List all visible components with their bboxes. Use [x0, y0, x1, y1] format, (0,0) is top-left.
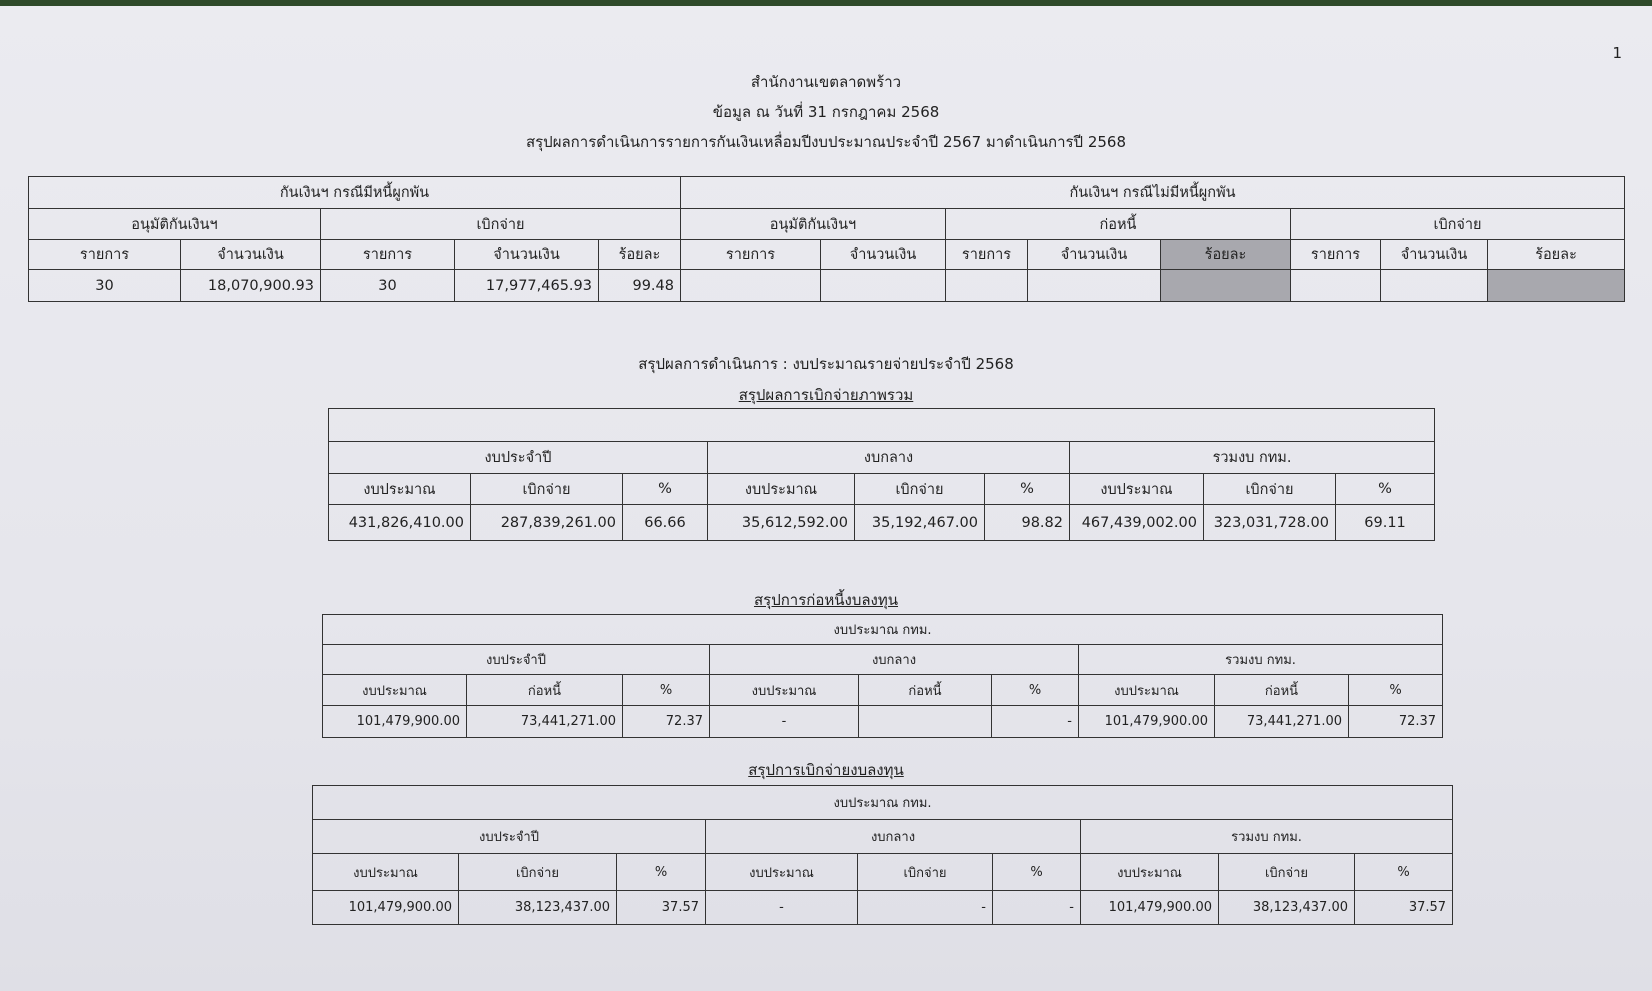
total-percent-value: 69.11 [1336, 505, 1435, 541]
total-disburse-value: 323,031,728.00 [1204, 505, 1336, 541]
annual-percent-value: 66.66 [623, 505, 708, 541]
annual-percent-value: 37.57 [617, 891, 706, 925]
group-with-debt-header: กันเงินฯ กรณีมีหนี้ผูกพัน [29, 177, 681, 209]
central-disburse-value: - [858, 891, 993, 925]
invest-debt-top-header: งบประมาณ กทม. [323, 615, 1443, 645]
col-disburse: เบิกจ่าย [855, 474, 985, 505]
investment-disbursement-table [312, 785, 1453, 925]
header-report-title: สรุปผลการดำเนินการรายการกันเงินเหลื่อมปีงบประมาณประจำปี 2567 มาดำเนินการปี 2568 [525, 133, 1127, 151]
central-percent-value: - [993, 891, 1081, 925]
col-budget: งบประมาณ [710, 675, 859, 706]
col-budget: งบประมาณ [313, 854, 459, 891]
annual-percent-value: 72.37 [623, 706, 710, 738]
col-amount: จำนวนเงิน [1028, 240, 1161, 270]
group-total: รวมงบ กทม. [1070, 442, 1435, 474]
col-percent: % [617, 854, 706, 891]
col-disburse: เบิกจ่าย [1219, 854, 1355, 891]
col-disburse: เบิกจ่าย [858, 854, 993, 891]
group-annual: งบประจำปี [313, 820, 706, 854]
col-debt: ก่อหนี้ [1215, 675, 1349, 706]
central-percent-value: - [992, 706, 1079, 738]
empty-cell [1291, 270, 1381, 302]
col-percent: % [985, 474, 1070, 505]
empty-cell [1028, 270, 1161, 302]
document-page [0, 6, 1652, 991]
central-budget-value: - [706, 891, 858, 925]
without-debt-disburse-header: เบิกจ่าย [1291, 209, 1625, 240]
total-budget-value: 101,479,900.00 [1079, 706, 1215, 738]
col-amount: จำนวนเงิน [181, 240, 321, 270]
with-debt-disburse-header: เบิกจ่าย [321, 209, 681, 240]
empty-cell [681, 270, 821, 302]
page-number: 1 [1612, 44, 1622, 62]
col-percent: % [623, 675, 710, 706]
central-percent-value: 98.82 [985, 505, 1070, 541]
group-without-debt-header: กันเงินฯ กรณีไม่มีหนี้ผูกพัน [681, 177, 1625, 209]
col-percent: % [623, 474, 708, 505]
total-disburse-value: 38,123,437.00 [1219, 891, 1355, 925]
col-amount: จำนวนเงิน [455, 240, 599, 270]
col-disburse: เบิกจ่าย [471, 474, 623, 505]
col-percent: % [1336, 474, 1435, 505]
invest-disburse-top-header: งบประมาณ กทม. [313, 786, 1453, 820]
col-budget: งบประมาณ [1070, 474, 1204, 505]
group-total: รวมงบ กทม. [1081, 820, 1453, 854]
empty-shaded-cell [1488, 270, 1625, 302]
total-percent-value: 37.57 [1355, 891, 1453, 925]
col-budget: งบประมาณ [706, 854, 858, 891]
col-budget: งบประมาณ [323, 675, 467, 706]
annual-disburse-value: 38,123,437.00 [459, 891, 617, 925]
central-budget-value: - [710, 706, 859, 738]
annual-debt-value: 73,441,271.00 [467, 706, 623, 738]
approve-amount-value: 18,070,900.93 [181, 270, 321, 302]
col-amount: จำนวนเงิน [1381, 240, 1488, 270]
without-debt-approve-header: อนุมัติกันเงินฯ [681, 209, 946, 240]
col-percent: % [1355, 854, 1453, 891]
col-items: รายการ [946, 240, 1028, 270]
overall-disbursement-table [328, 408, 1435, 541]
central-disburse-value: 35,192,467.00 [855, 505, 985, 541]
approve-items-value: 30 [29, 270, 181, 302]
col-percent: % [992, 675, 1079, 706]
overall-blank-header [329, 409, 1435, 442]
without-debt-debt-header: ก่อหนี้ [946, 209, 1291, 240]
reserve-funds-table [28, 176, 1625, 302]
total-percent-value: 72.37 [1349, 706, 1443, 738]
empty-shaded-cell [1161, 270, 1291, 302]
group-central: งบกลาง [708, 442, 1070, 474]
col-budget: งบประมาณ [708, 474, 855, 505]
invest-debt-title: สรุปการก่อหนี้งบลงทุน [753, 591, 899, 609]
group-annual: งบประจำปี [323, 645, 710, 675]
col-percent: ร้อยละ [1161, 240, 1291, 270]
disburse-items-value: 30 [321, 270, 455, 302]
col-budget: งบประมาณ [1081, 854, 1219, 891]
empty-cell [946, 270, 1028, 302]
annual-budget-value: 101,479,900.00 [323, 706, 467, 738]
total-debt-value: 73,441,271.00 [1215, 706, 1349, 738]
col-items: รายการ [681, 240, 821, 270]
group-total: รวมงบ กทม. [1079, 645, 1443, 675]
central-budget-value: 35,612,592.00 [708, 505, 855, 541]
annual-budget-value: 101,479,900.00 [313, 891, 459, 925]
disburse-amount-value: 17,977,465.93 [455, 270, 599, 302]
annual-disburse-value: 287,839,261.00 [471, 505, 623, 541]
overall-title: สรุปผลการเบิกจ่ายภาพรวม [738, 386, 914, 404]
col-amount: จำนวนเงิน [821, 240, 946, 270]
empty-cell [821, 270, 946, 302]
group-annual: งบประจำปี [329, 442, 708, 474]
col-percent: % [993, 854, 1081, 891]
col-items: รายการ [29, 240, 181, 270]
with-debt-approve-header: อนุมัติกันเงินฯ [29, 209, 321, 240]
empty-cell [1381, 270, 1488, 302]
total-budget-value: 467,439,002.00 [1070, 505, 1204, 541]
col-percent: ร้อยละ [1488, 240, 1625, 270]
header-date: ข้อมูล ณ วันที่ 31 กรกฎาคม 2568 [712, 103, 940, 121]
col-percent: ร้อยละ [599, 240, 681, 270]
col-debt: ก่อหนี้ [467, 675, 623, 706]
col-items: รายการ [321, 240, 455, 270]
col-budget: งบประมาณ [1079, 675, 1215, 706]
total-budget-value: 101,479,900.00 [1081, 891, 1219, 925]
central-debt-value [859, 706, 992, 738]
summary-title: สรุปผลการดำเนินการ : งบประมาณรายจ่ายประจำปี 2568 [638, 355, 1014, 373]
col-disburse: เบิกจ่าย [1204, 474, 1336, 505]
group-central: งบกลาง [710, 645, 1079, 675]
header-office: สำนักงานเขตลาดพร้าว [750, 73, 902, 91]
col-percent: % [1349, 675, 1443, 706]
col-debt: ก่อหนี้ [859, 675, 992, 706]
col-budget: งบประมาณ [329, 474, 471, 505]
investment-debt-table [322, 614, 1443, 738]
col-disburse: เบิกจ่าย [459, 854, 617, 891]
group-central: งบกลาง [706, 820, 1081, 854]
invest-disburse-title: สรุปการเบิกจ่ายงบลงทุน [748, 761, 904, 779]
annual-budget-value: 431,826,410.00 [329, 505, 471, 541]
col-items: รายการ [1291, 240, 1381, 270]
disburse-percent-value: 99.48 [599, 270, 681, 302]
